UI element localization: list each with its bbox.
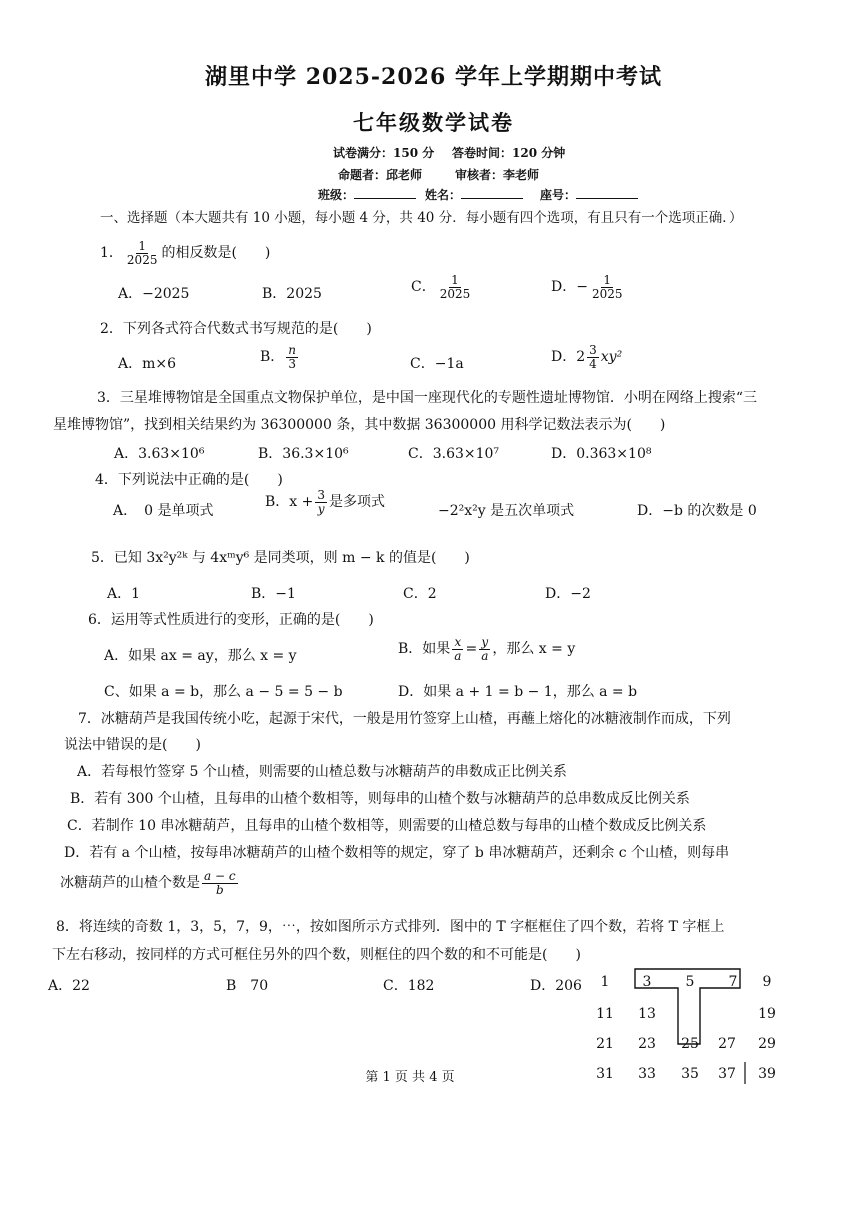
q7-option-b: B．若有 300 个山楂，且每串的山楂个数相等，则每串的山楂个数与冰糖葫芦的总串数成反比例关系 bbox=[70, 791, 690, 807]
q1-d-num: 1 bbox=[603, 273, 612, 287]
q5-stem: 5．已知 3x²y²ᵏ 与 4xᵐy⁶ 是同类项，则 m − k 的值是( ) bbox=[91, 550, 470, 566]
q6-b-den2: a bbox=[481, 648, 489, 663]
q3-option-c: C．3.63×10⁷ bbox=[408, 446, 500, 462]
q6-stem: 6．运用等式性质进行的变形，正确的是( ) bbox=[88, 612, 374, 628]
grid-cell: 21 bbox=[596, 1036, 614, 1052]
grid-cell: 29 bbox=[758, 1036, 776, 1052]
q8-option-b: B 70 bbox=[226, 978, 269, 994]
seat-field[interactable] bbox=[540, 186, 638, 203]
q5-option-b: B．−1 bbox=[251, 586, 296, 602]
q4-b-tail: 是多项式 bbox=[329, 494, 386, 511]
grid-cell: 7 bbox=[728, 974, 738, 990]
q2-d-num: 3 bbox=[589, 343, 597, 357]
grid-cell: 33 bbox=[638, 1066, 656, 1082]
q8-option-d: D．206 bbox=[530, 978, 582, 994]
q2-option-c: C．−1a bbox=[410, 356, 464, 372]
exam-title: 湖里中学 2025-2026 学年上学期期中考试 bbox=[205, 64, 662, 90]
grid-cell: 35 bbox=[681, 1066, 699, 1082]
q3-stem-line1: 3．三星堆博物馆是全国重点文物保护单位，是中国一座现代化的专题性遗址博物馆．小明在网络上搜索“三 bbox=[97, 390, 758, 406]
q1-frac-den: 2025 bbox=[126, 252, 158, 267]
q6-b-den1: a bbox=[454, 648, 462, 663]
q6-option-b bbox=[398, 636, 575, 662]
q1-number: 1． bbox=[100, 245, 123, 262]
q4-option-d: D．−b 的次数是 0 bbox=[637, 503, 757, 519]
q6-option-a: A．如果 ax = ay，那么 x = y bbox=[104, 648, 297, 664]
grid-cell: 9 bbox=[762, 974, 772, 990]
class-label: 班级： bbox=[318, 188, 355, 202]
q2-d-label: D．2 bbox=[551, 349, 586, 366]
section1-heading: 一、选择题（本大题共有 10 小题，每小题 4 分，共 40 分．每小题有四个选项，有且只有一个选项正确．） bbox=[100, 210, 743, 226]
q1-c-num: 1 bbox=[451, 273, 459, 287]
q4-option-a: A． 0 是单项式 bbox=[113, 503, 214, 519]
q7-d-num: a − c bbox=[204, 869, 236, 883]
author: 命题者：邱老师 bbox=[338, 168, 423, 182]
q1-option-d bbox=[551, 274, 627, 300]
q4-b-den: y bbox=[317, 501, 325, 516]
name-field[interactable] bbox=[425, 186, 523, 203]
grid-cell: 13 bbox=[638, 1006, 656, 1022]
q4-b-num: 3 bbox=[317, 488, 326, 502]
grid-cell: 39 bbox=[758, 1066, 776, 1082]
exam-subtitle: 七年级数学试卷 bbox=[353, 110, 514, 135]
q6-b-label: B．如果 bbox=[398, 641, 451, 658]
q5-option-a: A．1 bbox=[107, 586, 141, 602]
grid-cell: 25 bbox=[681, 1036, 699, 1052]
q8-option-a: A．22 bbox=[48, 978, 90, 994]
q3-stem-line2: 星堆博物馆”，找到相关结果约为 36300000 条，其中数据 36300000 用科学记数法表示为( ) bbox=[53, 417, 666, 433]
class-blank[interactable] bbox=[354, 188, 416, 199]
q6-b-eq: = bbox=[465, 641, 478, 658]
grid-cell: 23 bbox=[638, 1036, 656, 1052]
page-footer: 第 1 页 共 4 页 bbox=[365, 1070, 455, 1085]
q7-stem-line1: 7．冰糖葫芦是我国传统小吃，起源于宋代，一般是用竹签穿上山楂，再蘸上熔化的冰糖液制作而成，下列 bbox=[78, 711, 731, 727]
grid-cell: 5 bbox=[685, 974, 695, 990]
q4-option-b bbox=[265, 489, 385, 515]
q1-frac-num: 1 bbox=[138, 239, 147, 253]
q7-option-a: A．若每根竹签穿 5 个山楂，则需要的山楂总数与冰糖葫芦的串数成正比例关系 bbox=[77, 764, 567, 780]
q8-stem-line2: 下左右移动，按同样的方式可框住另外的四个数，则框住的四个数的和不可能是( ) bbox=[52, 947, 581, 963]
q4-option-c: −2²x²y 是五次单项式 bbox=[438, 503, 575, 519]
q2-d-den: 4 bbox=[589, 356, 597, 371]
q1-fraction bbox=[125, 240, 160, 266]
class-field[interactable] bbox=[318, 186, 416, 203]
q2-option-d bbox=[551, 344, 622, 370]
q3-option-d: D．0.363×10⁸ bbox=[551, 446, 652, 462]
q7-stem-line2: 说法中错误的是( ) bbox=[64, 737, 201, 753]
q7-d-den: b bbox=[215, 882, 224, 897]
q2-option-a: A．m×6 bbox=[118, 356, 177, 372]
name-label: 姓名： bbox=[425, 188, 462, 202]
q1-stem-suffix: 的相反数是( ) bbox=[161, 245, 271, 262]
name-blank[interactable] bbox=[461, 188, 523, 199]
q1-c-den: 2025 bbox=[439, 286, 471, 301]
q4-b-label: B．x + bbox=[265, 494, 314, 511]
full-score: 试卷满分：150 分 bbox=[333, 146, 435, 160]
reviewer: 审核者：李老师 bbox=[455, 168, 540, 182]
q2-d-tail: xy² bbox=[600, 349, 623, 366]
grid-cell: 3 bbox=[642, 974, 652, 990]
grid-cell: 19 bbox=[758, 1006, 776, 1022]
grid-cell: 27 bbox=[718, 1036, 736, 1052]
q3-option-b: B．36.3×10⁶ bbox=[258, 446, 349, 462]
seat-label: 座号： bbox=[540, 188, 577, 202]
q7-option-c: C．若制作 10 串冰糖葫芦，且每串的山楂个数相等，则需要的山楂总数与每串的山楂个数成反比例关系 bbox=[67, 818, 707, 834]
q1-option-b: B．2025 bbox=[262, 286, 322, 302]
grid-cell: 31 bbox=[596, 1066, 614, 1082]
q8-stem-line1: 8．将连续的奇数 1，3，5，7，9，⋯，按如图所示方式排列．图中的 T 字框框住了四个数，若将 T 字框上 bbox=[56, 919, 725, 935]
q6-option-d: D．如果 a + 1 = b − 1，那么 a = b bbox=[398, 684, 638, 700]
grid-cell: 37 bbox=[718, 1066, 736, 1082]
q1-d-label: D．− bbox=[551, 279, 588, 296]
q8-option-c: C．182 bbox=[383, 978, 435, 994]
q6-b-num1: x bbox=[454, 635, 462, 649]
q1-option-c bbox=[411, 274, 474, 300]
q5-option-d: D．−2 bbox=[545, 586, 591, 602]
exam-time: 答卷时间：120 分钟 bbox=[452, 146, 566, 160]
seat-blank[interactable] bbox=[576, 188, 638, 199]
q5-option-c: C．2 bbox=[403, 586, 437, 602]
q2-stem: 2．下列各式符合代数式书写规范的是( ) bbox=[100, 321, 372, 337]
q1-option-a: A．−2025 bbox=[118, 286, 190, 302]
q7-option-d-line2 bbox=[60, 870, 240, 896]
q4-stem: 4．下列说法中正确的是( ) bbox=[95, 472, 283, 488]
q2-b-num: n bbox=[288, 343, 297, 357]
grid-cell: 1 bbox=[600, 974, 610, 990]
q6-option-c: C、如果 a = b，那么 a − 5 = 5 − b bbox=[104, 684, 343, 700]
q7-d-text: 冰糖葫芦的山楂个数是 bbox=[60, 875, 200, 892]
q1-d-den: 2025 bbox=[591, 286, 623, 301]
q6-b-num2: y bbox=[481, 635, 489, 649]
q6-b-tail: ，那么 x = y bbox=[492, 641, 576, 658]
q2-b-den: 3 bbox=[288, 356, 296, 371]
q1-c-label: C． bbox=[411, 279, 436, 296]
q2-option-b bbox=[260, 344, 300, 370]
q1-stem bbox=[100, 240, 270, 266]
q2-b-label: B． bbox=[260, 349, 285, 366]
q3-option-a: A．3.63×10⁶ bbox=[114, 446, 205, 462]
grid-cell: 11 bbox=[596, 1006, 614, 1022]
q7-option-d-line1: D．若有 a 个山楂，按每串冰糖葫芦的山楂个数相等的规定，穿了 b 串冰糖葫芦，还剩余 c 个山楂，则每串 bbox=[64, 845, 730, 861]
